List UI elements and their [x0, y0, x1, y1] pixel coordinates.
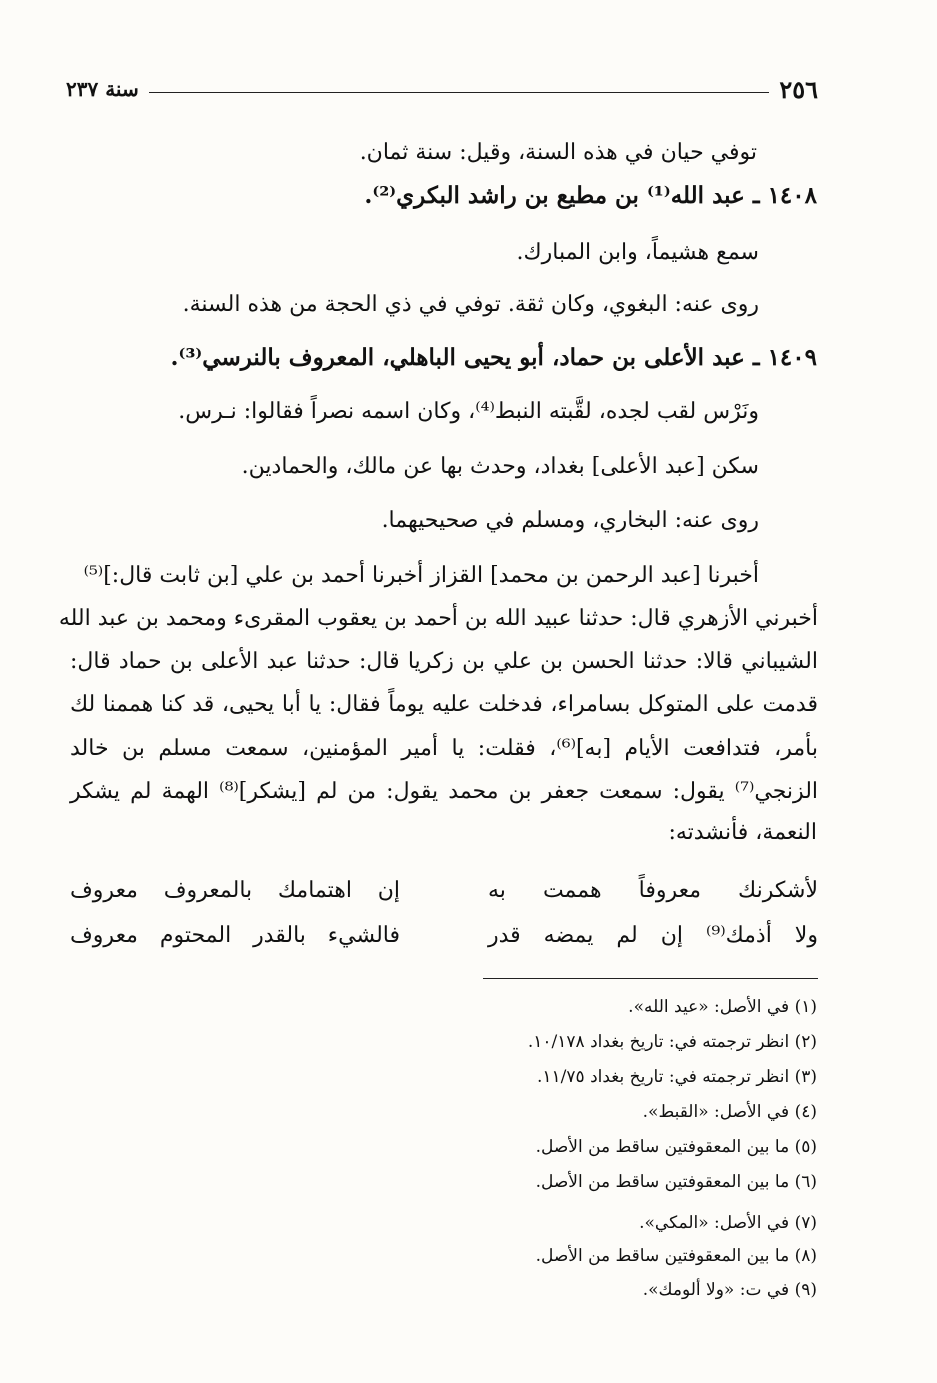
body-line: النعمة، فأنشدته:	[668, 820, 817, 845]
running-head-year: سنة ٢٣٧	[66, 77, 139, 101]
body-line: سمع هشيماً، وابن المبارك.	[516, 240, 759, 265]
body-line: قدمت على المتوكل بسامراء، فدخلت عليه يوماً فقال: يا أبا يحيى، قد كنا هممنا لك	[70, 692, 818, 717]
footnote: (٦) ما بين المعقوفتين ساقط من الأصل.	[535, 1172, 817, 1192]
footnote: (٩) في ت: «ولا ألومك».	[642, 1280, 817, 1300]
verse-second-hemistich: فالشيء بالقدر المحتوم معروف	[70, 923, 400, 948]
body-line: أخبرنا [عبد الرحمن بن محمد] القزاز أخبرنا أحمد بن علي [بن ثابت قال:]⁽⁵⁾	[83, 563, 759, 588]
body-line: روى عنه: البخاري، ومسلم في صحيحيهما.	[381, 508, 759, 533]
body-line: الشيباني قالا: حدثنا الحسن بن علي بن زكريا قال: حدثنا عبد الأعلى بن حماد قال:	[70, 649, 818, 674]
verse-first-hemistich: ولا أذمك⁽⁹⁾ إن لم يمضه قدر	[488, 923, 818, 948]
body-line: ونَرْس لقب لجده، لقَّبته النبط⁽⁴⁾، وكان اسمه نصراً فقالوا: نـرس.	[178, 399, 759, 424]
footnote: (٧) في الأصل: «المكي».	[639, 1213, 817, 1233]
footnote: (٨) ما بين المعقوفتين ساقط من الأصل.	[535, 1246, 817, 1266]
verse-first-hemistich: لأشكرنك معروفاً هممت به	[488, 878, 818, 903]
footnote: (٣) انظر ترجمته في: تاريخ بغداد ١١/٧٥.	[537, 1067, 817, 1087]
body-line: توفي حيان في هذه السنة، وقيل: سنة ثمان.	[359, 140, 757, 165]
poem-verse-1	[70, 874, 818, 908]
entry-heading-1408: ١٤٠٨ ـ عبد الله⁽¹⁾ بن مطيع بن راشد البكري⁽²⁾.	[364, 182, 817, 209]
body-line: روى عنه: البغوي، وكان ثقة. توفي في ذي الحجة من هذه السنة.	[182, 292, 759, 317]
footnote: (٢) انظر ترجمته في: تاريخ بغداد ١٠/١٧٨.	[527, 1032, 817, 1052]
entry-heading-1409: ١٤٠٩ ـ عبد الأعلى بن حماد، أبو يحيى الباهلي، المعروف بالنرسي⁽³⁾.	[170, 344, 817, 371]
footnote: (٤) في الأصل: «القبط».	[642, 1102, 817, 1122]
verse-second-hemistich: إن اهتمامك بالمعروف معروف	[70, 878, 400, 903]
page-number: ٢٥٦	[779, 74, 818, 104]
poem-verse-2	[70, 919, 818, 953]
body-line: الزنجي⁽⁷⁾ يقول: سمعت جعفر بن محمد يقول: من لم [يشكر]⁽⁸⁾ الهمة لم يشكر	[70, 779, 819, 804]
footnote-rule	[483, 978, 818, 979]
page-header	[66, 72, 818, 106]
body-line: سكن [عبد الأعلى] بغداد، وحدث بها عن مالك، والحمادين.	[241, 454, 759, 479]
body-line: أخبرني الأزهري قال: حدثنا عبيد الله بن أحمد بن يعقوب المقرىء ومحمد بن عبد الله	[58, 606, 818, 631]
body-line: بأمر، فتدافعت الأيام [به]⁽⁶⁾، فقلت: يا أمير المؤمنين، سمعت مسلم بن خالد	[70, 736, 818, 761]
footnote: (١) في الأصل: «عيد الله».	[628, 997, 817, 1017]
footnote: (٥) ما بين المعقوفتين ساقط من الأصل.	[535, 1137, 817, 1157]
header-rule	[149, 92, 770, 93]
